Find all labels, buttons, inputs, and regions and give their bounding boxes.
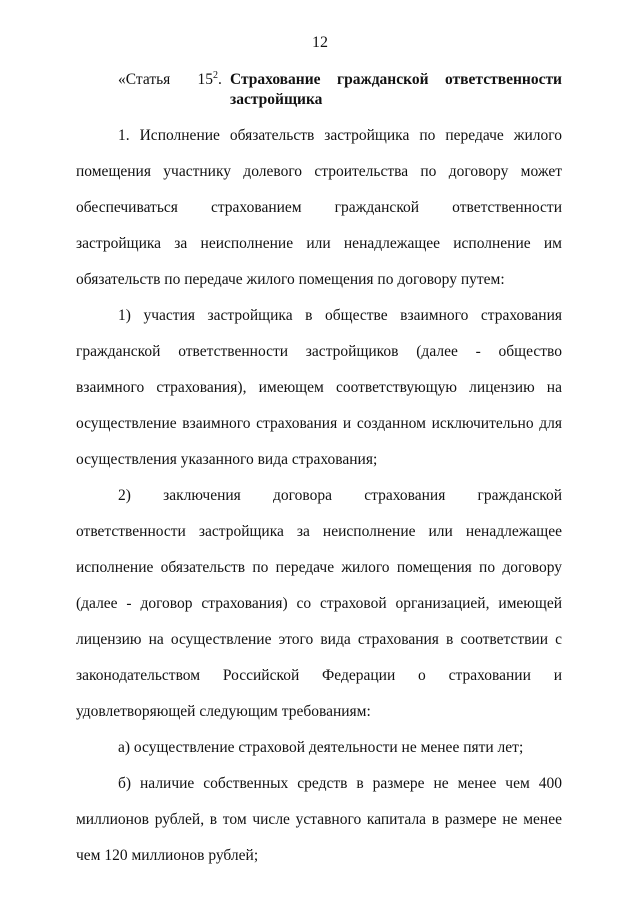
article-prefix: «Статья [118, 71, 171, 88]
article-number-superscript: 2 [212, 69, 218, 81]
paragraph-item-1: 1) участия застройщика в обществе взаимного страхования гражданской ответственности застройщиков (далее - общество взаимного страхования), имеющем соответствующую лицензию на осуществление взаимного страхования и созданном исключительно для осуществления указанного вида страхования; [76, 307, 562, 468]
article-title-line-1 [230, 70, 562, 90]
article-title-line-2: застройщика [230, 91, 323, 108]
paragraph-subitem-a: а) осуществление страховой деятельности не менее пяти лет; [118, 739, 524, 756]
page-number: 12 [312, 34, 328, 51]
article-title-word: гражданской [337, 71, 429, 88]
article-heading [118, 70, 562, 110]
paragraph-item-2: 2) заключения договора страхования гражданской ответственности застройщика за неисполнение или ненадлежащее исполнение обязательств по передаче жилого помещения по договору (далее - договор страхования) со страховой организацией, имеющей лицензию на осуществление этого вида страхования в соответствии с законодательством Российской Федерации о страховании и удовлетворяющей следующим требованиям: [76, 487, 562, 720]
article-body [76, 118, 562, 874]
paragraph-subitem-b: б) наличие собственных средств в размере не менее чем 400 миллионов рублей, в том числе уставного капитала в размере не менее чем 120 миллионов рублей; [76, 775, 562, 864]
paragraph-1: 1. Исполнение обязательств застройщика по передаче жилого помещения участнику долевого строительства по договору может обеспечиваться страхованием гражданской ответственности застройщика за неисполнение или ненадлежащее исполнение им обязательств по передаче жилого помещения по договору путем: [76, 127, 562, 288]
article-title [230, 70, 562, 110]
article-number-suffix: . [217, 71, 222, 88]
article-number [118, 70, 230, 110]
article-title-word: ответственности [445, 71, 562, 88]
article-number-value: 15 [197, 71, 213, 88]
article-title-word: Страхование [230, 71, 321, 88]
